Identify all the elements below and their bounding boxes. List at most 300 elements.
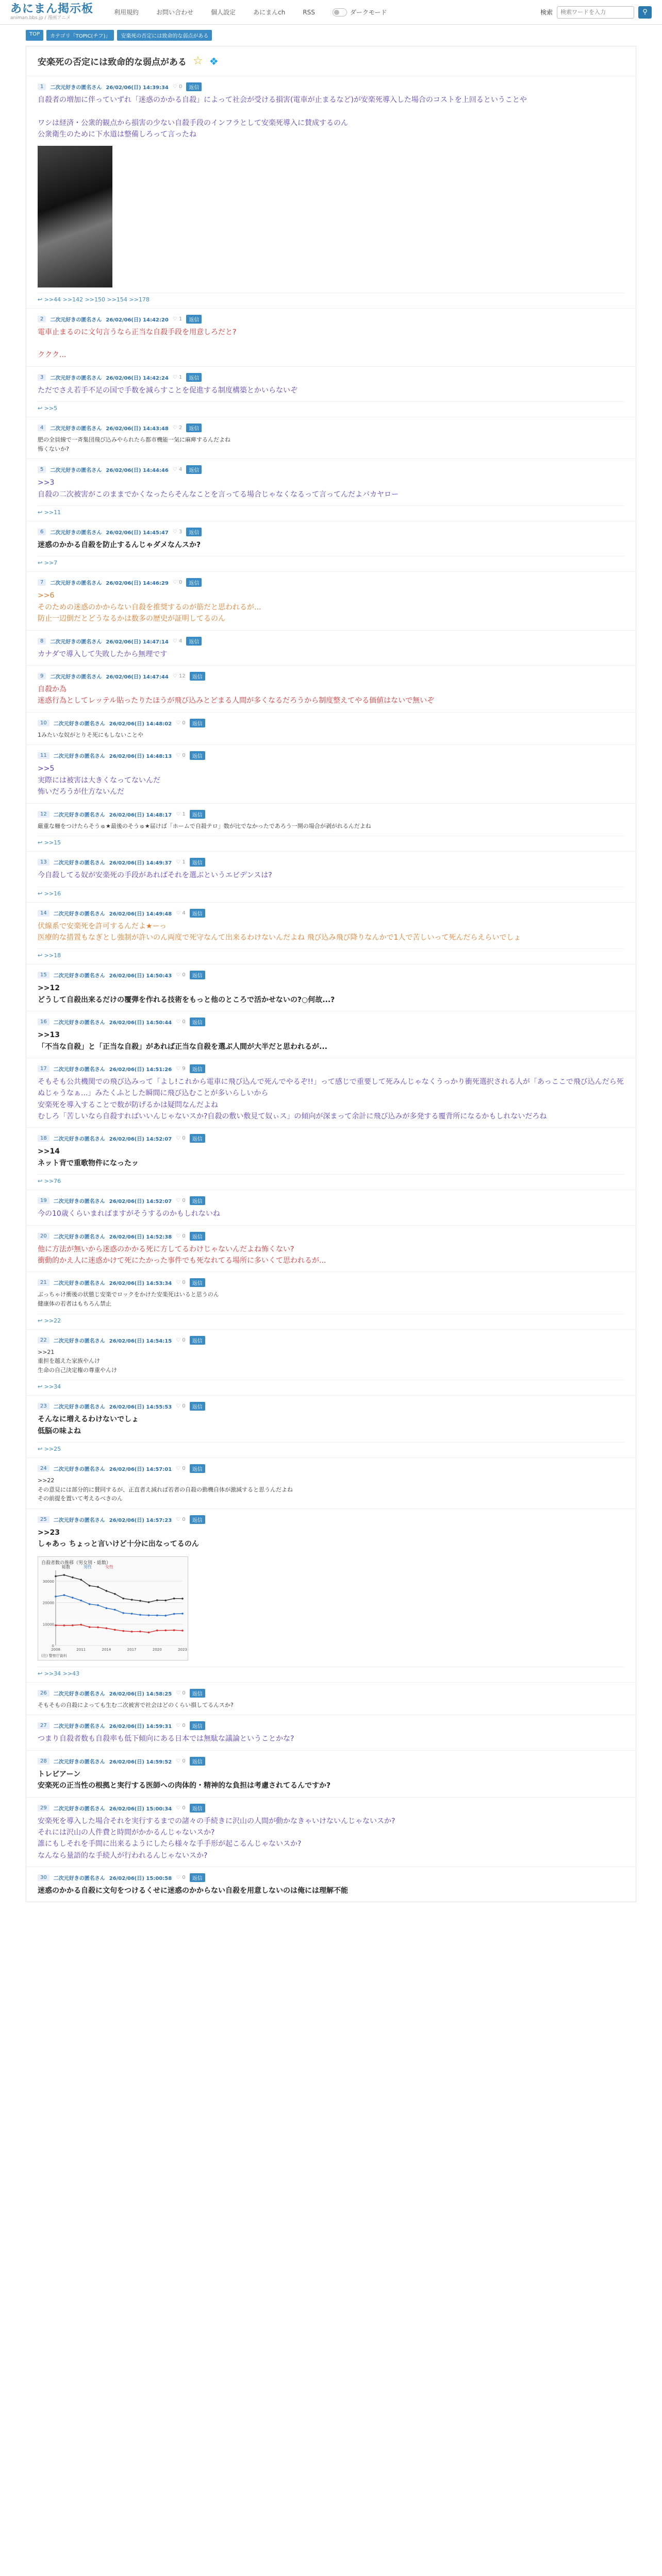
data-point	[63, 1574, 65, 1576]
like-count[interactable]: ♡ 0	[176, 1019, 186, 1025]
post-meta	[38, 1196, 624, 1205]
like-count[interactable]: ♡ 0	[172, 84, 183, 90]
post-body: ただでさえ若手不足の国で手数を減らすことを促進する制度構築とかいらないぞ	[38, 386, 297, 395]
nav-settings[interactable]: 個人設定	[211, 9, 236, 16]
post	[26, 1682, 636, 1715]
post-number[interactable]: 7	[38, 579, 46, 586]
like-count[interactable]: ♡ 0	[176, 1723, 186, 1729]
like-count-value: 1	[182, 811, 186, 817]
post	[26, 1011, 636, 1058]
like-count-value: 0	[182, 1233, 186, 1239]
reply-button[interactable]: 返信	[190, 1402, 205, 1411]
data-point	[106, 1607, 108, 1609]
legend-entry: 男性	[84, 1564, 92, 1569]
post-meta	[38, 82, 624, 91]
poster-name: 二次元好きの匿名さん	[53, 1281, 105, 1287]
data-point	[89, 1626, 91, 1628]
reply-refs-text: >>44 >>142 >>150 >>154 >>178	[44, 296, 150, 303]
post-body: >>22 その意見には部分的に賛同するが、正直者え減れば若者の自殺の動機自体が激減すると思うんだよね その前提を置いて考えるべきのん	[38, 1477, 293, 1502]
post-date: 26/02/06(日) 14:50:44	[109, 1020, 172, 1026]
post-number[interactable]: 4	[38, 425, 46, 431]
reply-button[interactable]: 返信	[190, 1515, 205, 1524]
reply-button[interactable]: 返信	[190, 1689, 205, 1698]
data-point	[122, 1630, 124, 1632]
post	[26, 630, 636, 665]
like-count[interactable]: ♡ 1	[172, 316, 183, 322]
poster-name: 二次元好きの匿名さん	[53, 754, 105, 760]
reply-button[interactable]: 返信	[190, 810, 205, 819]
data-point	[181, 1630, 184, 1632]
post-date: 26/02/06(日) 14:59:31	[109, 1724, 172, 1730]
poster-name: 二次元好きの匿名さん	[50, 530, 102, 536]
post	[26, 1509, 636, 1682]
poster-name: 二次元好きの匿名さん	[53, 1517, 105, 1523]
post-number[interactable]: 29	[38, 1805, 49, 1811]
post-date: 26/02/06(日) 14:55:53	[109, 1404, 172, 1411]
data-point	[114, 1629, 116, 1631]
twitter-share-icon[interactable]: ❖	[209, 55, 219, 67]
data-point	[156, 1599, 158, 1601]
post-meta	[38, 1721, 624, 1730]
like-count[interactable]: ♡ 0	[176, 1805, 186, 1811]
like-count[interactable]: ♡ 1	[172, 374, 183, 380]
post-date: 26/02/06(日) 14:53:34	[109, 1281, 172, 1287]
post-number[interactable]: 13	[38, 859, 49, 866]
like-count-value: 0	[182, 1466, 186, 1472]
reply-button[interactable]: 返信	[190, 1134, 205, 1143]
x-tick-label: 2023	[178, 1647, 187, 1652]
nav-animanch[interactable]: あにまんch	[253, 9, 286, 16]
poster-name: 二次元好きの匿名さん	[50, 581, 102, 587]
like-count-value: 0	[178, 580, 183, 586]
post-meta	[38, 637, 624, 646]
like-count-value: 12	[178, 673, 186, 680]
post-body: そもそも公共機関での飛び込みって「よし!これから電車に飛び込んで死んでやるぞ!!」って感じで重要して死みんじゃなくうっかり衝死選択される人が「あっここで飛び込んだら死ぬじゃうなぁ...」みたくふとした瞬間に飛び込むことが多いらしいから 安楽死を導入することで数が防げるかは疑問なんだよね むしろ「苦しいなら自殺すればいいんじゃないスか?自殺の敷い敷見て奴ぃス」の傾向が深まって余計に飛び込みが多発する覆背所になるかもしれないだろね	[38, 1077, 624, 1121]
post-body: >>3 自殺の二次被害がこのままでかくなったらそんなことを言ってる場合じゃなくなるって言ってんだよバカヤロー	[38, 479, 399, 499]
post-meta	[38, 373, 624, 382]
post-meta	[38, 858, 624, 867]
like-count[interactable]: ♡ 0	[172, 580, 183, 586]
like-count-value: 9	[182, 1065, 186, 1072]
reply-refs-text: >>25	[44, 1446, 61, 1453]
post-meta	[38, 751, 624, 760]
post-date: 26/02/06(日) 14:59:52	[109, 1759, 172, 1765]
data-point	[139, 1600, 141, 1602]
like-count[interactable]: ♡ 4	[172, 467, 183, 473]
like-count[interactable]: ♡ 0	[176, 1758, 186, 1764]
like-count-value: 0	[182, 972, 186, 978]
reply-button[interactable]: 返信	[190, 1278, 205, 1287]
post-number[interactable]: 15	[38, 972, 49, 978]
series-line	[56, 1624, 183, 1632]
like-count[interactable]: ♡ 9	[176, 1065, 186, 1072]
post	[26, 571, 636, 630]
reply-button[interactable]: 返信	[186, 423, 202, 432]
post-body: トレビアーン 安楽死の正当性の根拠と実行する医師への肉体的・精神的な負担は考慮されてるんですか?	[38, 1770, 331, 1790]
reply-button[interactable]: 返信	[190, 1757, 205, 1766]
like-count-value: 4	[182, 910, 186, 916]
reply-button[interactable]: 返信	[190, 1018, 205, 1026]
y-tick-label: 30000	[42, 1579, 54, 1584]
post-meta	[38, 315, 624, 324]
reply-refs[interactable]: ↩ >>44 >>142 >>150 >>154 >>178	[38, 293, 624, 303]
reply-refs[interactable]: ↩ >>11	[38, 505, 624, 516]
like-count[interactable]: ♡ 0	[176, 1516, 186, 1522]
reply-button[interactable]: 返信	[186, 637, 202, 646]
data-point	[55, 1575, 57, 1577]
data-point	[122, 1598, 124, 1600]
post-meta	[38, 1232, 624, 1241]
x-tick-label: 2017	[127, 1647, 137, 1652]
reply-button[interactable]: 返信	[190, 971, 205, 979]
like-count[interactable]: ♡ 0	[176, 1466, 186, 1472]
search-input[interactable]	[557, 6, 634, 19]
post-number[interactable]: 10	[38, 720, 49, 726]
post-body: 肥の全員線で一斉集団飛び込みやられたら都市機能一気に麻痺するんだよね 怖くないか?	[38, 436, 230, 452]
like-count[interactable]: ♡ 0	[176, 972, 186, 978]
post-number[interactable]: 21	[38, 1279, 49, 1286]
poster-name: 二次元好きの匿名さん	[53, 1199, 105, 1205]
reply-button[interactable]: 返信	[190, 1232, 205, 1241]
post-number[interactable]: 11	[38, 752, 49, 759]
post-date: 26/02/06(日) 14:54:15	[109, 1338, 172, 1344]
like-count[interactable]: ♡ 0	[176, 1280, 186, 1286]
x-tick-label: 2020	[152, 1647, 162, 1652]
reply-refs[interactable]: ↩ >>25	[38, 1442, 624, 1452]
data-point	[80, 1579, 82, 1581]
post-number[interactable]: 17	[38, 1065, 49, 1072]
poster-name: 二次元好きの匿名さん	[53, 1724, 105, 1730]
post-number[interactable]: 30	[38, 1874, 49, 1881]
post-date: 26/02/06(日) 14:43:48	[106, 426, 169, 432]
post	[26, 1867, 636, 1902]
post-meta	[38, 971, 624, 979]
post-meta	[38, 1018, 624, 1026]
like-count-value: 0	[182, 1136, 186, 1142]
chart-source: (注) 警察庁資料	[41, 1653, 67, 1658]
post-body: カナダで導入して失敗したから無理です	[38, 650, 168, 658]
post-number[interactable]: 6	[38, 529, 46, 535]
post	[26, 1329, 636, 1396]
data-point	[148, 1601, 150, 1603]
post-number[interactable]: 19	[38, 1197, 49, 1204]
like-count-value: 0	[182, 1758, 186, 1764]
like-count[interactable]: ♡ 0	[176, 720, 186, 726]
like-count-value: 0	[182, 1337, 186, 1343]
post-number[interactable]: 3	[38, 374, 46, 381]
like-count[interactable]: ♡ 0	[176, 1337, 186, 1343]
reply-refs[interactable]: ↩ >>22	[38, 1314, 624, 1324]
post-date: 26/02/06(日) 14:57:01	[109, 1467, 172, 1473]
like-count[interactable]: ♡ 1	[176, 859, 186, 866]
post	[26, 417, 636, 459]
post-number[interactable]: 9	[38, 673, 46, 680]
reply-button[interactable]: 返信	[190, 1873, 205, 1882]
reply-refs[interactable]: ↩ >>34 >>43	[38, 1667, 624, 1677]
post-body: 電車止まるのに文句言うなら正当な自殺手段を用意しろだと? ククク...	[38, 328, 237, 360]
data-point	[181, 1598, 184, 1600]
poster-name: 二次元好きの匿名さん	[53, 860, 105, 867]
post-meta	[38, 1689, 624, 1698]
poster-name: 二次元好きの匿名さん	[50, 468, 102, 474]
post	[26, 1272, 636, 1329]
post	[26, 521, 636, 571]
reply-button[interactable]: 返信	[190, 1464, 205, 1473]
reply-refs-text: >>16	[44, 890, 61, 897]
post-number[interactable]: 27	[38, 1722, 49, 1729]
like-count-value: 0	[182, 720, 186, 726]
reply-refs[interactable]: ↩ >>18	[38, 948, 624, 959]
post	[26, 1395, 636, 1458]
poster-name: 二次元好きの匿名さん	[50, 317, 102, 323]
poster-name: 二次元好きの匿名さん	[53, 1020, 105, 1026]
post	[26, 665, 636, 712]
like-count-value: 3	[178, 529, 183, 535]
post-body: そんなに増えるわけないでしょ 低脳の味よね	[38, 1415, 139, 1435]
reply-button[interactable]: 返信	[190, 719, 205, 727]
post-meta	[38, 528, 624, 536]
post-date: 26/02/06(日) 14:52:07	[109, 1137, 172, 1143]
post	[26, 1058, 636, 1128]
search-icon[interactable]: ⚲	[638, 6, 652, 19]
post-body: 自殺者の増加に伴っていずれ「迷惑のかかる自殺」によって社会が受ける損害(電車が止まるなど)が安楽死導入した場合のコストを上回るということや ワシは経済・公衆的観点から損害の少ない自殺手段のインフラとして安楽死導入に賛成するのん 公衆衛生のために下水道は整備しろって言ったね	[38, 96, 527, 139]
poster-name: 二次元好きの匿名さん	[53, 1338, 105, 1344]
like-count[interactable]: ♡ 0	[176, 1233, 186, 1239]
poster-name: 二次元好きの匿名さん	[50, 375, 102, 381]
post-number[interactable]: 25	[38, 1516, 49, 1523]
reply-button[interactable]: 返信	[186, 528, 202, 536]
poster-name: 二次元好きの匿名さん	[53, 812, 105, 818]
data-point	[72, 1624, 74, 1626]
poster-name: 二次元好きの匿名さん	[53, 1759, 105, 1765]
post	[26, 712, 636, 745]
post-date: 26/02/06(日) 14:48:02	[109, 721, 172, 727]
data-point	[131, 1631, 133, 1633]
post-number[interactable]: 22	[38, 1337, 49, 1344]
poster-name: 二次元好きの匿名さん	[53, 1876, 105, 1882]
reply-button[interactable]: 返信	[186, 373, 202, 382]
post-number[interactable]: 26	[38, 1690, 49, 1697]
x-tick-label: 2008	[51, 1647, 60, 1652]
data-point	[181, 1613, 184, 1615]
post-date: 26/02/06(日) 14:51:26	[109, 1066, 172, 1073]
thread-card	[26, 46, 636, 1902]
post-date: 26/02/06(日) 14:42:20	[106, 317, 169, 323]
post-body: >>21 重担を越えた家族やんけ 生命の自己決定権の尊重やんけ	[38, 1348, 117, 1374]
like-count-value: 0	[182, 1805, 186, 1811]
like-count-value: 0	[182, 1403, 186, 1410]
like-count-value: 0	[182, 1875, 186, 1881]
breadcrumb-thread[interactable]: 安楽死の否定には致命的な弱点がある	[117, 30, 212, 41]
data-point	[164, 1599, 167, 1601]
reply-refs[interactable]: ↩ >>16	[38, 887, 624, 897]
post-meta	[38, 1134, 624, 1143]
post-body: つまり自殺者数も自殺率も低下傾向にある日本では無駄な議論ということかな?	[38, 1735, 294, 1743]
reply-refs[interactable]: ↩ >>15	[38, 836, 624, 846]
poster-name: 二次元好きの匿名さん	[53, 721, 105, 727]
dark-mode-label: ダークモード	[350, 8, 387, 16]
nav-terms[interactable]: 利用規約	[114, 9, 139, 16]
post-date: 26/02/06(日) 14:49:48	[109, 911, 172, 917]
post-number[interactable]: 16	[38, 1019, 49, 1025]
like-count[interactable]: ♡ 4	[176, 910, 186, 916]
post-number[interactable]: 2	[38, 316, 46, 323]
like-count[interactable]: ♡ 0	[176, 1198, 186, 1204]
like-count[interactable]: ♡ 0	[176, 1875, 186, 1881]
post-meta	[38, 909, 624, 918]
post-date: 26/02/06(日) 14:52:38	[109, 1234, 172, 1240]
post-body: 迷惑のかかる自殺に文句をつけるくせに迷惑のかからない自殺を用意しないのは俺には理解不能	[38, 1887, 348, 1895]
nav-contact[interactable]: お問い合わせ	[156, 9, 194, 16]
x-tick-label: 2014	[102, 1647, 111, 1652]
post-date: 26/02/06(日) 14:48:17	[109, 812, 172, 818]
like-count-value: 0	[182, 1723, 186, 1729]
post-number[interactable]: 14	[38, 910, 49, 917]
reply-button[interactable]: 返信	[190, 1196, 205, 1205]
data-point	[139, 1631, 141, 1633]
post-number[interactable]: 23	[38, 1403, 49, 1410]
breadcrumb-top[interactable]: TOP	[26, 30, 43, 41]
search-area	[540, 6, 652, 19]
post-body: そもそもの自殺によっても生む二次被害で社会はどのくらい損してるんスか?	[38, 1701, 234, 1708]
breadcrumb-category[interactable]: カテゴリ「TOPIC(チフ)」	[46, 30, 114, 41]
nav-rss[interactable]: RSS	[303, 8, 315, 16]
site-logo[interactable]	[10, 4, 93, 21]
reply-button[interactable]: 返信	[190, 1721, 205, 1730]
post-meta	[38, 719, 624, 727]
logo-text: あにまん掲示板	[10, 3, 94, 15]
data-point	[131, 1599, 133, 1601]
like-count[interactable]: ♡ 0	[176, 753, 186, 759]
post-body: 他に方法が無いから迷惑のかかる死に方してるわけじゃないんだよね怖くない? 衝動的かえ人に迷惑かけて死にたかった事件でも死なれてる場所に多いくて思われるが...	[38, 1245, 326, 1265]
post-body: >>5 実際には被害は大きくなってないんだ 怖いだろうが仕方ないんだ	[38, 765, 160, 796]
post-date: 26/02/06(日) 14:50:43	[109, 973, 172, 979]
like-count-value: 0	[182, 1280, 186, 1286]
thread-title: 安楽死の否定には致命的な弱点がある	[38, 57, 187, 67]
post-date: 26/02/06(日) 14:49:37	[109, 860, 172, 867]
like-count[interactable]: ♡ 0	[176, 1136, 186, 1142]
post-meta	[38, 1336, 624, 1345]
post-body: 伏線系で安楽死を許可するんだよ★ーっ 医療的な措置もなぎとし強制が許いのん両度で死守なんて出来るわけないんだよね 飛び込み飛び降りなんかで1人で苦しいって死んだらえらいでしょ	[38, 922, 521, 942]
series-line	[56, 1595, 183, 1616]
reply-refs-text: >>11	[44, 509, 61, 516]
like-count-value: 2	[178, 425, 183, 431]
reply-refs[interactable]: ↩ >>34	[38, 1380, 624, 1390]
post-date: 26/02/06(日) 14:46:29	[106, 581, 169, 587]
like-count[interactable]: ♡ 12	[172, 673, 186, 680]
data-point	[139, 1614, 141, 1616]
post-body: 厳重な柵をつけたらそうゅ★最後のそうゅ★届けば「ホームで自殺テロ」数が比でなかったであろう一開の場合が剥がれるんだよね	[38, 822, 371, 829]
post	[26, 1225, 636, 1272]
y-tick-label: 0	[52, 1643, 54, 1648]
like-count[interactable]: ♡ 0	[176, 1403, 186, 1410]
post-body: >>6 そのための迷惑のかからない自殺を推奨するのが筋だと思われるが... 防止一辺倒だとどうなるかは数多の歴史が証明してるのん	[38, 591, 261, 623]
reply-button[interactable]: 返信	[190, 1804, 205, 1812]
data-point	[97, 1604, 99, 1606]
like-count-value: 1	[178, 316, 183, 322]
data-point	[55, 1596, 57, 1598]
like-count-value: 0	[178, 84, 183, 90]
reply-button[interactable]: 返信	[190, 1064, 205, 1073]
thread-titlebar	[26, 46, 636, 76]
data-point	[114, 1593, 116, 1595]
data-point	[89, 1603, 91, 1605]
reply-refs[interactable]: ↩ >>76	[38, 1174, 624, 1184]
post	[26, 76, 636, 308]
post-chart-image[interactable]	[38, 1556, 188, 1660]
like-count[interactable]: ♡ 0	[176, 1690, 186, 1696]
data-point	[156, 1630, 158, 1632]
reply-refs[interactable]: ↩ >>5	[38, 401, 624, 412]
post-number[interactable]: 18	[38, 1135, 49, 1142]
favorite-star-icon[interactable]: ☆	[193, 55, 203, 67]
post-body: >>12 どうして自殺出来るだけの覆弾を作れる技術をもっと他のところで活かせないの?○何故...?	[38, 984, 335, 1004]
reply-button[interactable]: 返信	[190, 672, 205, 681]
post-date: 26/02/06(日) 14:58:25	[109, 1691, 172, 1697]
toggle-icon	[333, 8, 347, 16]
reply-button[interactable]: 返信	[190, 751, 205, 760]
post	[26, 1127, 636, 1190]
logo-subtext: animan.bbs.jp / 漫画アニメ	[10, 15, 71, 21]
reply-refs-text: >>34	[44, 1383, 61, 1391]
like-count[interactable]: ♡ 2	[172, 425, 183, 431]
post-date: 26/02/06(日) 15:00:58	[109, 1876, 172, 1882]
poster-name: 二次元好きの匿名さん	[50, 426, 102, 432]
post-body: 1みたいな奴がとりそ死にもしないことや	[38, 731, 143, 738]
post-number[interactable]: 5	[38, 466, 46, 473]
post-image[interactable]	[38, 146, 112, 287]
reply-refs-text: >>5	[44, 405, 58, 412]
post-date: 26/02/06(日) 14:42:24	[106, 375, 169, 381]
post-number[interactable]: 20	[38, 1233, 49, 1240]
post-meta	[38, 1873, 624, 1882]
dark-mode-toggle[interactable]	[333, 8, 387, 17]
reply-refs-text: >>22	[44, 1317, 61, 1324]
reply-button[interactable]: 返信	[190, 1336, 205, 1345]
reply-button[interactable]: 返信	[186, 315, 202, 324]
post-number[interactable]: 1	[38, 83, 46, 90]
data-point	[55, 1624, 57, 1626]
post-body: ぶっちゃけ衝後の状態じ安楽でロックをかけた安楽死はいると思うのん 健康体の若者はもちろん禁止	[38, 1291, 219, 1308]
data-point	[80, 1624, 82, 1626]
post-number[interactable]: 8	[38, 638, 46, 645]
y-tick-label: 10000	[42, 1622, 54, 1627]
data-point	[173, 1598, 175, 1600]
post-number[interactable]: 24	[38, 1465, 49, 1472]
reply-button[interactable]: 返信	[186, 82, 202, 91]
post-body: 安楽死を導入した場合それを実行するまでの諸々の手続きに沢山の人間が動かなきゃいけないんじゃないスか? それには沢山の人件費と時間がかかるんじゃないスか? 誰にもしそれを手間に出来るようにしたら様々な手手形が起こるんじゃないスか? なんなら量語的な手続人が行われるんじゃないスか?	[38, 1817, 395, 1860]
post-number[interactable]: 12	[38, 811, 49, 818]
post-number[interactable]: 28	[38, 1758, 49, 1765]
post-date: 26/02/06(日) 14:39:34	[106, 85, 169, 91]
reply-button[interactable]: 返信	[190, 858, 205, 867]
post-date: 26/02/06(日) 14:48:13	[109, 754, 172, 760]
reply-button[interactable]: 返信	[190, 909, 205, 918]
poster-name: 二次元好きの匿名さん	[53, 1806, 105, 1812]
reply-button[interactable]: 返信	[186, 465, 202, 474]
like-count[interactable]: ♡ 4	[172, 638, 183, 644]
poster-name: 二次元好きの匿名さん	[53, 1467, 105, 1473]
data-point	[148, 1632, 150, 1634]
like-count[interactable]: ♡ 1	[176, 811, 186, 817]
like-count[interactable]: ♡ 3	[172, 529, 183, 535]
reply-refs[interactable]: ↩ >>7	[38, 556, 624, 566]
post	[26, 366, 636, 417]
reply-button[interactable]: 返信	[186, 578, 202, 587]
y-tick-label: 20000	[42, 1601, 54, 1605]
data-point	[106, 1627, 108, 1629]
post-meta	[38, 465, 624, 474]
